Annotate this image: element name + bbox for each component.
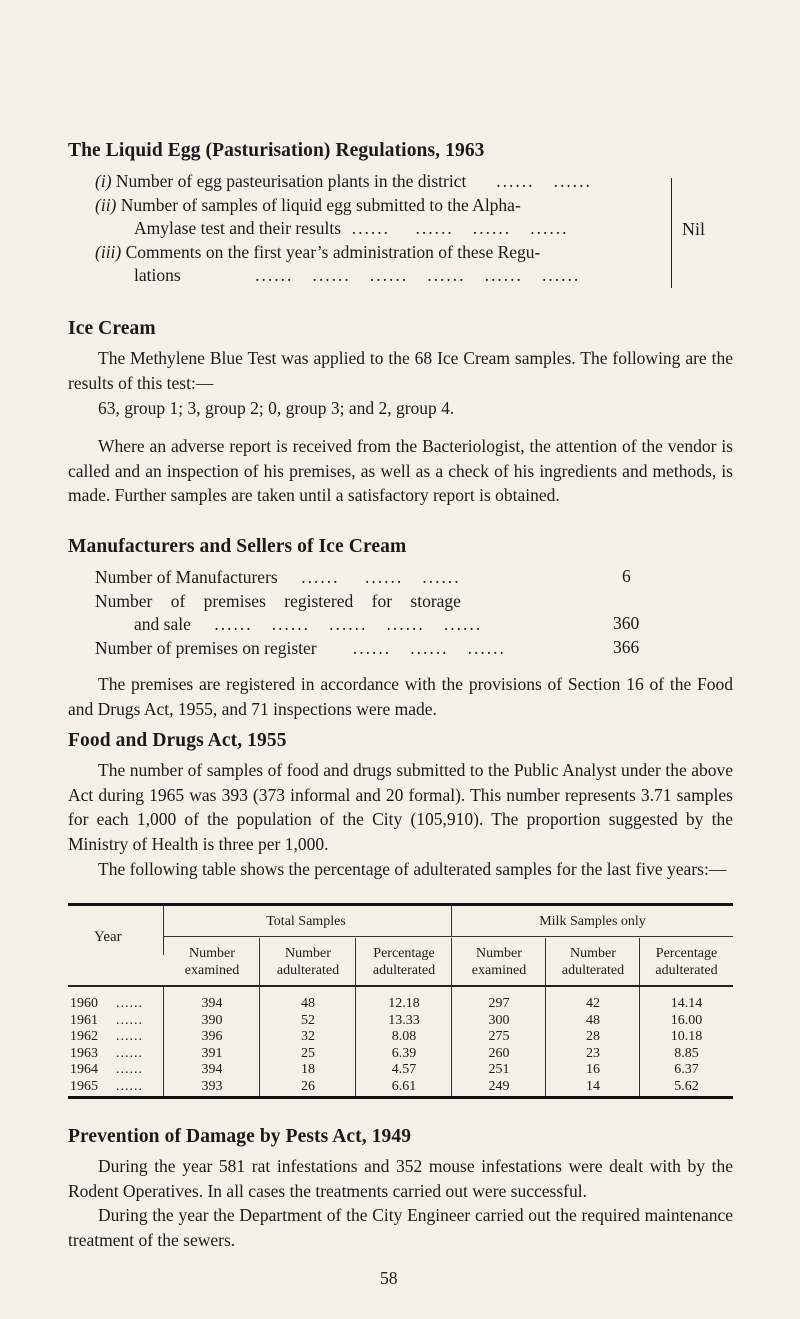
manufacturers-value-1: 6	[622, 566, 631, 586]
row-label: Number of Manufacturers	[95, 567, 278, 587]
sub-header-line: Number	[189, 946, 235, 961]
table-cell: 8.08	[391, 1029, 417, 1044]
sub-header-line: adulterated	[276, 963, 340, 978]
column-divider	[451, 987, 452, 1096]
milk-samples-header: Milk Samples only	[539, 914, 646, 929]
grouping-brace	[665, 178, 672, 288]
table-cell: 249	[488, 1078, 510, 1094]
ice-cream-para-3	[68, 434, 733, 508]
liquid-egg-item-2	[95, 194, 521, 216]
para-text: The premises are registered in accordance with the provisions of Section 16 of the Food and Drugs Act, 1955, and 71 inspections were made.	[68, 674, 733, 719]
sub-header-line: adulterated	[372, 963, 436, 978]
column-divider	[355, 938, 356, 985]
row-year: 1965	[70, 1078, 98, 1094]
manufacturers-row-3	[95, 637, 506, 659]
table-cell: 23	[586, 1045, 600, 1061]
table-cell: 6.61	[391, 1078, 417, 1094]
item-text-cont: lations	[134, 265, 181, 285]
leader-dots: ......	[116, 1078, 143, 1094]
sub-header-0	[164, 945, 260, 979]
para-text: During the year 581 rat infestations and 352 mouse infestations were dealt with by the Rodent Operatives. In all cases the treatments carried out were successful.	[68, 1156, 733, 1201]
column-divider	[545, 938, 546, 985]
manufacturers-value-3: 366	[613, 637, 640, 657]
para-text: During the year the Department of the City Engineer carried out the required maintenance treatment of the sewers.	[68, 1205, 733, 1250]
row-label: Number of premises registered for storage	[95, 591, 461, 611]
sub-header-line: Percentage	[655, 946, 718, 961]
table-cell: 6.37	[674, 1062, 699, 1077]
manufacturers-row-1	[95, 566, 461, 588]
leader-dots: ...... ...... ......	[282, 567, 461, 587]
item-text: Number of samples of liquid egg submitted to the Alpha-	[120, 195, 521, 215]
ice-cream-para-1	[68, 346, 733, 395]
table-cell: 18	[301, 1062, 315, 1077]
pests-para-2	[68, 1203, 733, 1252]
item-text: Comments on the first year’s administration of these Regu-	[125, 242, 541, 262]
sub-header-4	[546, 945, 640, 979]
manufacturers-para	[68, 672, 733, 721]
table-cell: 12.18	[388, 996, 420, 1011]
table-cell: 16	[586, 1062, 600, 1077]
header-bottom-rule	[68, 985, 733, 987]
column-divider	[451, 938, 452, 985]
sub-header-5	[640, 945, 733, 979]
table-cell: 394	[201, 1062, 223, 1077]
ice-cream-para-2	[68, 396, 733, 421]
ice-cream-heading: Ice Cream	[68, 318, 156, 339]
manufacturers-row-2-cont	[134, 613, 482, 635]
liquid-egg-result: Nil	[682, 219, 706, 239]
table-cell: 390	[201, 1012, 223, 1028]
leader-dots: ......	[116, 1062, 143, 1077]
column-divider	[451, 906, 452, 936]
leader-dots: ......	[116, 1012, 143, 1028]
table-cell: 16.00	[670, 1012, 703, 1028]
sub-header-line: examined	[471, 963, 527, 978]
leader-dots: ...... ...... ...... ...... ......	[195, 614, 483, 634]
total-samples-header: Total Samples	[266, 914, 346, 929]
liquid-egg-item-1	[95, 170, 592, 192]
table-cell: 391	[201, 1045, 223, 1061]
table-cell: 393	[201, 1078, 223, 1094]
liquid-egg-item-2-cont	[134, 217, 569, 239]
leader-dots: ......	[116, 996, 143, 1011]
item-number: (ii)	[95, 195, 117, 215]
row-label: Number of premises on register	[95, 638, 317, 658]
pests-para-1	[68, 1154, 733, 1203]
table-cell: 13.33	[388, 1012, 420, 1028]
sub-header-line: adulterated	[655, 963, 718, 978]
manufacturers-value-2: 360	[613, 613, 640, 633]
table-cell: 300	[488, 1012, 510, 1028]
table-cell: 251	[488, 1062, 510, 1077]
table-cell: 394	[201, 996, 223, 1011]
table-cell: 297	[488, 996, 510, 1011]
table-cell: 25	[301, 1045, 315, 1061]
table-cell: 26	[301, 1078, 315, 1094]
row-year: 1963	[70, 1045, 98, 1061]
food-drugs-para-1	[68, 758, 733, 856]
sub-header-2	[356, 945, 452, 979]
sub-header-line: Number	[285, 946, 331, 961]
column-divider	[163, 987, 164, 1096]
item-number: (i)	[95, 171, 112, 191]
table-cell: 10.18	[670, 1029, 703, 1044]
table-top-rule	[68, 903, 733, 906]
table-cell: 8.85	[674, 1045, 699, 1061]
column-divider	[545, 987, 546, 1096]
row-year: 1960	[70, 996, 98, 1011]
table-cell: 48	[301, 996, 315, 1011]
item-text-cont: Amylase test and their results	[134, 218, 342, 238]
table-cell: 396	[201, 1029, 223, 1044]
leader-dots: ...... ......	[470, 171, 592, 191]
leader-dots: ...... ...... ......	[320, 638, 506, 658]
table-cell: 32	[301, 1029, 315, 1044]
table-cell: 14.14	[670, 996, 703, 1011]
table-cell: 6.39	[391, 1045, 417, 1061]
year-header: Year	[94, 929, 122, 945]
food-drugs-para-2	[68, 857, 733, 882]
table-cell: 260	[488, 1045, 510, 1061]
para-text: The Methylene Blue Test was applied to the 68 Ice Cream samples. The following are the results of this test:—	[68, 348, 733, 393]
manufacturers-heading: Manufacturers and Sellers of Ice Cream	[68, 536, 407, 557]
table-cell: 28	[586, 1029, 600, 1044]
sub-header-3	[452, 945, 546, 979]
adulteration-table	[68, 903, 733, 1163]
sub-header-line: adulterated	[561, 963, 625, 978]
column-divider	[639, 938, 640, 985]
leader-dots: ......	[116, 1029, 143, 1044]
table-cell: 4.57	[391, 1062, 417, 1077]
item-text: Number of egg pasteurisation plants in the district	[115, 171, 467, 191]
sub-header-line: Percentage	[373, 946, 435, 961]
table-cell: 14	[586, 1078, 600, 1094]
para-text: The number of samples of food and drugs submitted to the Public Analyst under the above Act during 1965 was 393 (373 informal and 20 formal). This number represents 3.71 samples for each 1,000 of the population of the City (105,910). The proportion suggested by the Ministry of Health is three per 1,000.	[68, 760, 733, 854]
liquid-egg-item-3-cont	[134, 264, 580, 286]
para-text: Where an adverse report is received from the Bacteriologist, the attention of the vendor is called and an inspection of his premises, as well as a check of his ingredients and methods, is made. Further samples are taken until a satisfactory report is obtained.	[68, 436, 733, 505]
column-divider	[355, 987, 356, 1096]
row-year: 1961	[70, 1012, 98, 1028]
liquid-egg-heading: The Liquid Egg (Pasturisation) Regulations, 1963	[68, 140, 485, 161]
row-year: 1964	[70, 1062, 98, 1077]
sub-header-line: Number	[476, 946, 522, 961]
table-cell: 48	[586, 1012, 600, 1028]
sub-header-line: examined	[184, 963, 240, 978]
table-cell: 52	[301, 1012, 315, 1028]
para-text: 63, group 1; 3, group 2; 0, group 3; and 2, group 4.	[98, 398, 455, 418]
table-cell: 42	[586, 996, 600, 1011]
para-text: The following table shows the percentage of adulterated samples for the last five years:—	[98, 859, 727, 879]
liquid-egg-item-3	[95, 241, 540, 263]
column-divider	[639, 987, 640, 1096]
column-divider	[259, 938, 260, 985]
leader-dots: ...... ...... ...... ...... ...... ......	[185, 265, 581, 285]
sub-header-line: Number	[570, 946, 616, 961]
group-header-rule	[164, 936, 733, 937]
column-divider	[259, 987, 260, 1096]
page-number: 58	[380, 1268, 398, 1288]
sub-header-1	[260, 945, 356, 979]
table-cell: 275	[488, 1029, 510, 1044]
row-year: 1962	[70, 1029, 98, 1044]
item-number: (iii)	[95, 242, 122, 262]
row-label-cont: and sale	[134, 614, 191, 634]
food-drugs-heading: Food and Drugs Act, 1955	[68, 730, 287, 751]
leader-dots: ......	[116, 1045, 143, 1061]
leader-dots: ...... ...... ...... ......	[345, 218, 569, 238]
manufacturers-row-2	[95, 590, 461, 612]
table-bottom-rule	[68, 1096, 733, 1099]
pests-heading: Prevention of Damage by Pests Act, 1949	[68, 1126, 412, 1147]
table-cell: 5.62	[674, 1078, 699, 1094]
